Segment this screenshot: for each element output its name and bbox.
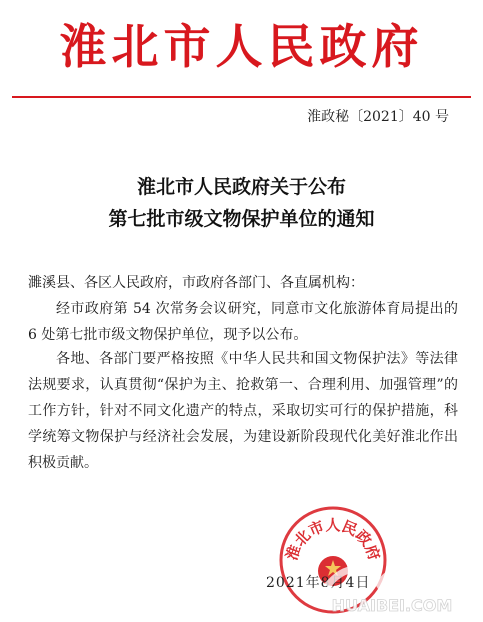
watermark-text: HUAIBEI.COM [331,596,453,615]
seal-text: 淮北市人民政府 [282,516,384,563]
document-number: 淮政秘〔2021〕40 号 [307,109,449,125]
paragraph-2: 各地、各部门要严格按照《中华人民共和国文物保护法》等法律法规要求，认真贯彻“保护为主、抢救第一、合理利用、加强管理”的工作方针，针对不同文化遗产的特点，采取切实可行的保护措施，科学统筹文物保护与经济社会发展，为建设新阶段现代化美好淮北作出积极贡献。 [28,351,458,471]
paragraph-1: 经市政府第 54 次常务会议研究，同意市文化旅游体育局提出的 6 处第七批市级文物保护单位，现予以公布。 [28,301,458,343]
addressee: 濉溪县、各区人民政府，市政府各部门、各直属机构： [28,275,364,291]
masthead: 淮北市人民政府 [59,20,424,75]
issue-date: 2021年8月4日 [266,575,371,591]
watermark-logo [307,556,477,620]
title-line-2: 第七批市级文物保护单位的通知 [108,208,375,230]
title-line-1: 淮北市人民政府关于公布 [136,176,346,198]
red-divider [12,96,471,98]
